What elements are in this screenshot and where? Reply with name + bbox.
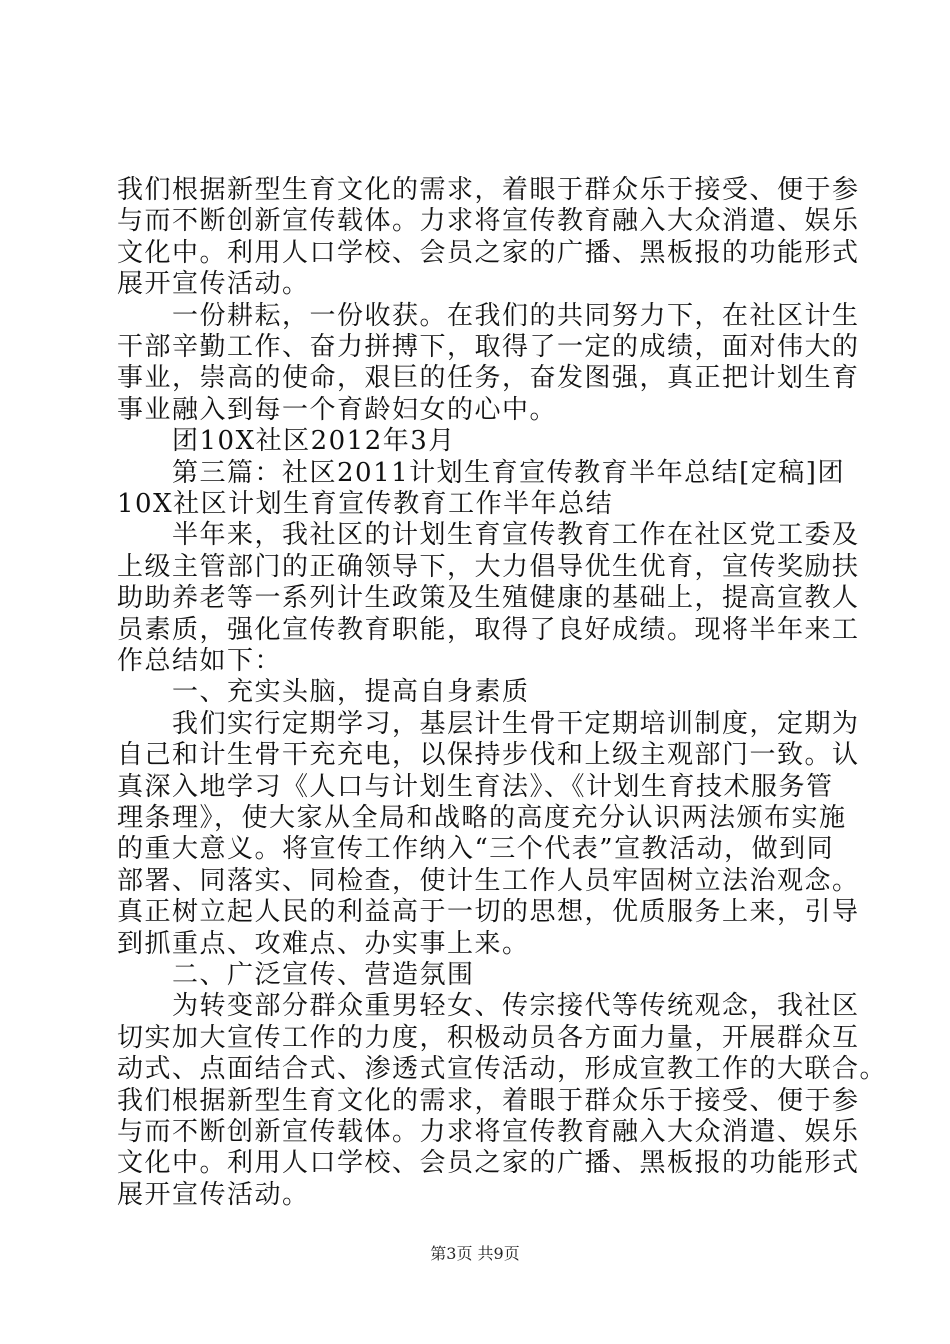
text-line: 的重大意义。将宣传工作纳入“三个代表”宣教活动，做到同: [117, 834, 835, 865]
text-line: 文化中。利用人口学校、会员之家的广播、黑板报的功能形式: [117, 237, 860, 268]
text-line: 助助养老等一系列计生政策及生殖健康的基础上，提高宣教人: [117, 583, 860, 614]
text-line: 自己和计生骨干充充电，以保持步伐和上级主观部门一致。认: [117, 740, 860, 771]
text-line: 二、广泛宣传、营造氛围: [117, 960, 475, 990]
text-line: 文化中。利用人口学校、会员之家的广播、黑板报的功能形式: [117, 1148, 860, 1179]
text-line: 一份耕耘，一份收获。在我们的共同努力下，在社区计生: [117, 300, 860, 331]
text-line: 理条理》，使大家从全局和战略的高度充分认识两法颁布实施: [117, 803, 847, 833]
text-line: 展开宣传活动。: [117, 269, 310, 300]
text-line: 事业，崇高的使命，艰巨的任务，奋发图强，真正把计划生育: [117, 363, 860, 394]
text-line: 到抓重点、攻难点、办实事上来。: [117, 928, 530, 959]
text-line: 为转变部分群众重男轻女、传宗接代等传统观念，我社区: [117, 991, 860, 1022]
text-line: 真正树立起人民的利益高于一切的思想，优质服务上来，引导: [117, 897, 860, 928]
page-footer: 第3页 共9页: [430, 1244, 520, 1263]
text-line: 事业融入到每一个育龄妇女的心中。: [117, 394, 558, 425]
text-line: 第三篇：社区2011计划生育宣传教育半年总结[定稿]团: [117, 457, 845, 488]
text-line: 我们实行定期学习，基层计生骨干定期培训制度，定期为: [117, 708, 860, 739]
text-line: 展开宣传活动。: [117, 1179, 310, 1210]
text-line: 我们根据新型生育文化的需求，着眼于群众乐于接受、便于参: [117, 175, 860, 205]
text-line: 与而不断创新宣传载体。力求将宣传教育融入大众消遣、娱乐: [117, 1117, 860, 1147]
text-line: 干部辛勤工作、奋力拼搏下，取得了一定的成绩，面对伟大的: [117, 332, 860, 362]
text-line: 员素质，强化宣传教育职能，取得了良好成绩。现将半年来工: [117, 614, 860, 645]
text-line: 真深入地学习《人口与计划生育法》、《计划生育技术服务管: [117, 771, 834, 802]
text-line: 与而不断创新宣传载体。力求将宣传教育融入大众消遣、娱乐: [117, 206, 860, 237]
text-line: 切实加大宣传工作的力度，积极动员各方面力量，开展群众互: [117, 1022, 860, 1053]
text-line: 动式、点面结合式、渗透式宣传活动，形成宣教工作的大联合。: [117, 1054, 888, 1085]
text-line: 半年来，我社区的计划生育宣传教育工作在社区党工委及: [117, 520, 860, 551]
text-line: 10X社区计划生育宣传教育工作半年总结: [117, 489, 614, 519]
text-line: 部署、同落实、同检查，使计生工作人员牢固树立法治观念。: [117, 865, 860, 896]
text-line: 一、充实头脑，提高自身素质: [117, 677, 530, 708]
text-line: 我们根据新型生育文化的需求，着眼于群众乐于接受、便于参: [117, 1085, 860, 1116]
text-line: 作总结如下：: [117, 646, 283, 676]
text-line: 上级主管部门的正确领导下，大力倡导优生优育，宣传奖励扶: [117, 551, 860, 582]
text-line: 团10X社区2012年3月: [117, 426, 456, 457]
